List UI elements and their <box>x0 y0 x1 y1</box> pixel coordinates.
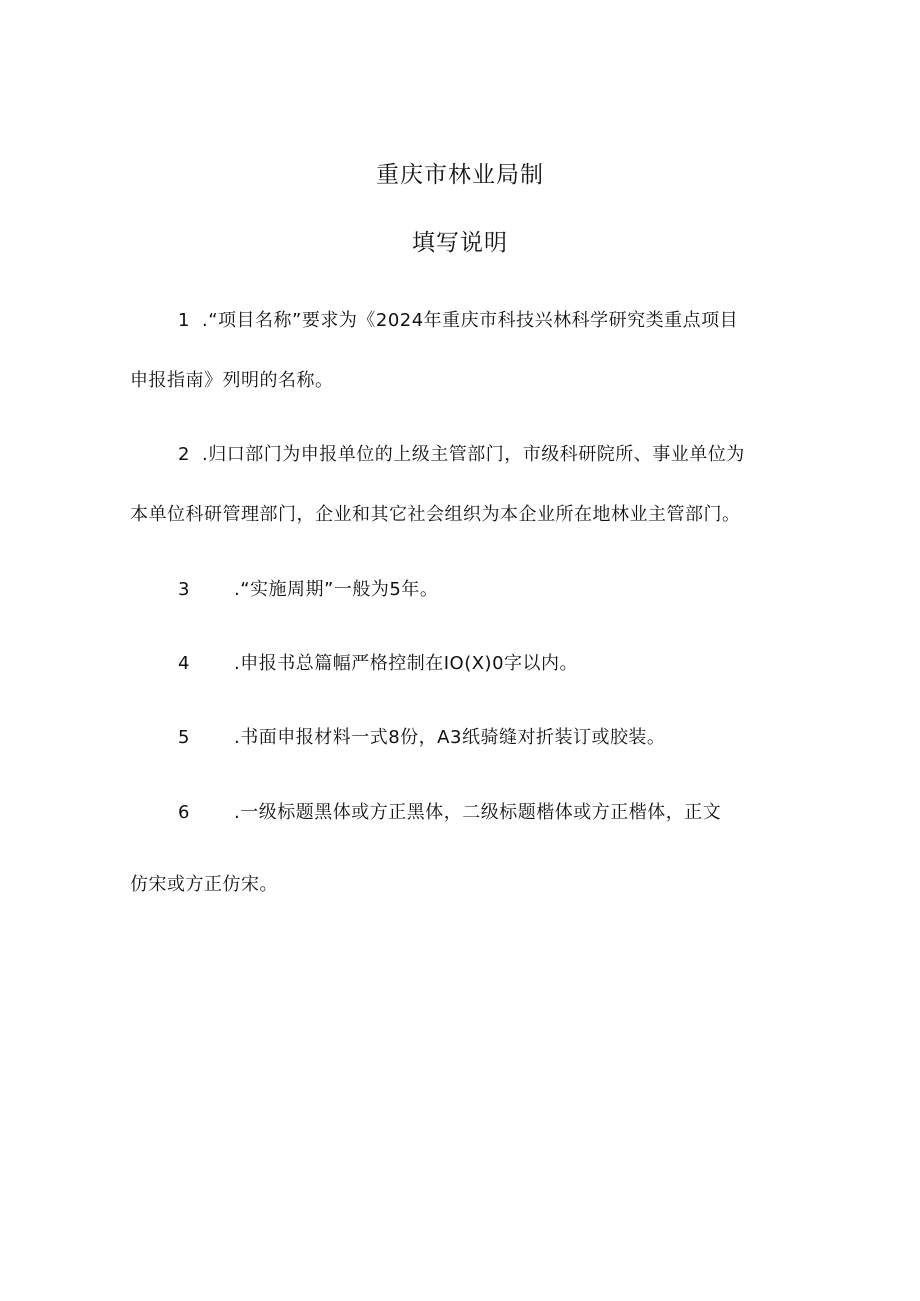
instruction-2-text: .归口部门为申报单位的上级主管部门，市级科研院所、事业单位为 <box>202 444 745 465</box>
instruction-4-number: 4 <box>178 653 190 674</box>
instruction-3-text: .“实施周期”一般为5年。 <box>234 579 439 600</box>
instruction-2-line-1 <box>178 440 745 466</box>
instruction-2-line-2: 本单位科研管理部门，企业和其它社会组织为本企业所在地林业主管部门。 <box>130 504 741 525</box>
instruction-5-text: .书面申报材料一式8份，A3纸骑缝对折装订或胶装。 <box>234 727 666 748</box>
instruction-3-line-1 <box>178 575 438 601</box>
instruction-6-line-1 <box>178 798 721 824</box>
instruction-1-line-2: 申报指南》列明的名称。 <box>130 370 334 391</box>
instruction-3-number: 3 <box>178 579 190 600</box>
instruction-5-number: 5 <box>178 727 190 748</box>
instruction-4-text: .申报书总篇幅严格控制在IO(X)0字以内。 <box>234 653 579 674</box>
instruction-6-line-2: 仿宋或方正仿宋。 <box>130 874 278 895</box>
instruction-2-number: 2 <box>178 444 190 465</box>
instruction-1-line-1 <box>178 306 738 332</box>
instruction-1-number: 1 <box>178 310 190 331</box>
instruction-5-line-1 <box>178 723 665 749</box>
instruction-6-number: 6 <box>178 802 190 823</box>
issuer-line: 重庆市林业局制 <box>376 162 544 188</box>
instruction-6-text: .一级标题黑体或方正黑体，二级标题楷体或方正楷体，正文 <box>234 802 722 823</box>
instruction-4-line-1 <box>178 649 578 675</box>
instruction-1-text: .“项目名称”要求为《2024年重庆市科技兴林科学研究类重点项目 <box>202 310 739 331</box>
page-title: 填写说明 <box>412 230 508 256</box>
